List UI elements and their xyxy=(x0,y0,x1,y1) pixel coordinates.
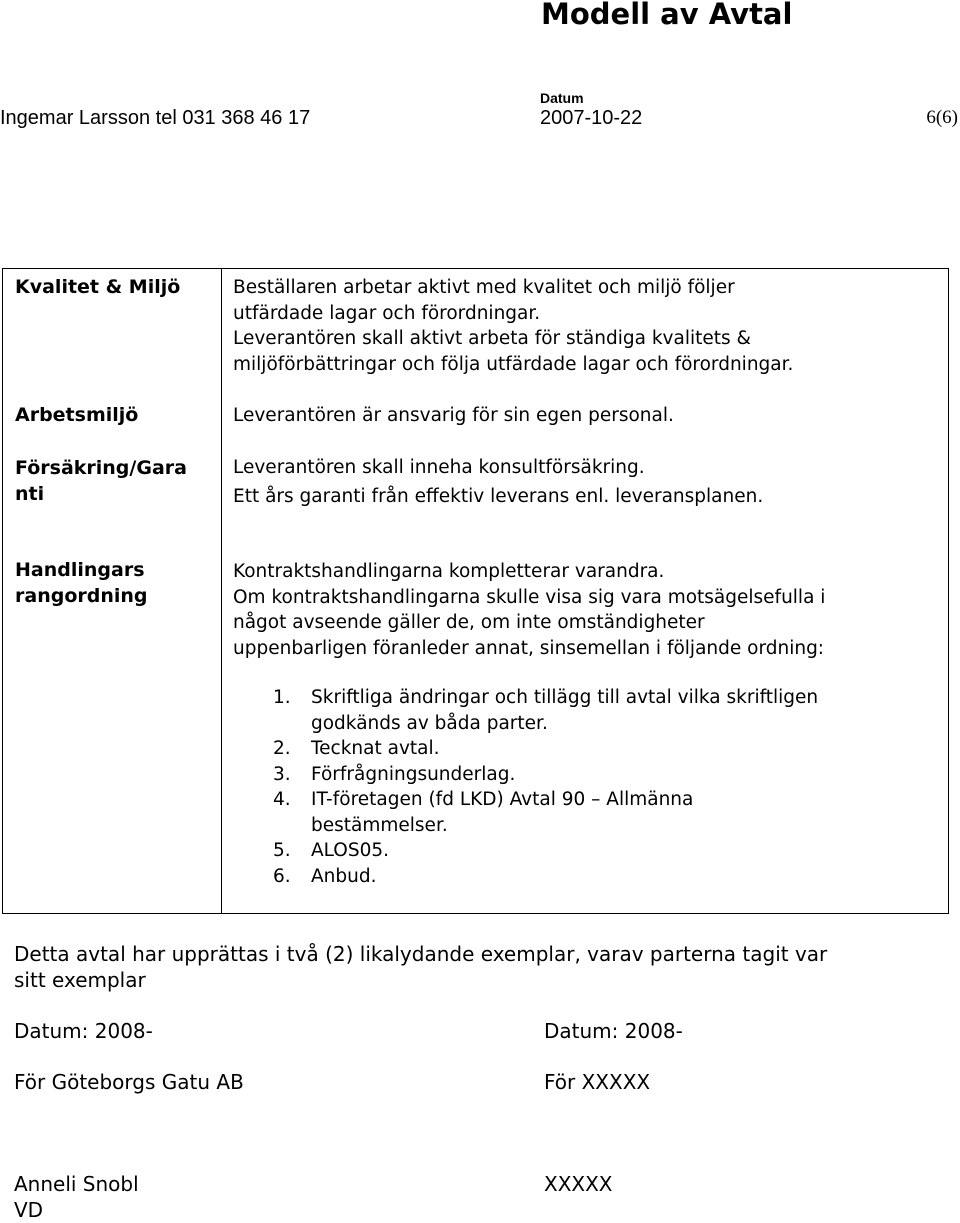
statement-line: Detta avtal har upprättas i två (2) likalydande exemplar, varav parterna tagit var xyxy=(14,942,828,966)
text-line: Leverantören skall aktivt arbeta för ständiga kvalitets & xyxy=(233,328,751,349)
statement-line: sitt exemplar xyxy=(14,968,146,992)
text-line: Leverantören är ansvarig för sin egen personal. xyxy=(233,405,674,426)
list-text: Skriftliga ändringar och tillägg till avtal vilka skriftligen xyxy=(311,687,819,708)
right-date: Datum: 2008- xyxy=(544,1019,683,1043)
list-item xyxy=(273,685,933,736)
text-line: uppenbarligen föranleder annat, sinsemellan i följande ordning: xyxy=(233,637,825,659)
left-signer-role: VD xyxy=(14,1198,44,1222)
section-text-document-order xyxy=(233,559,933,661)
left-signer-name: Anneli Snobl xyxy=(14,1172,139,1196)
list-item xyxy=(273,736,933,762)
text-line: Om kontraktshandlingarna skulle visa sig vara motsägelsefulla i xyxy=(233,586,826,608)
list-text: Förfrågningsunderlag. xyxy=(311,763,516,785)
left-date: Datum: 2008- xyxy=(14,1019,153,1043)
list-text: Tecknat avtal. xyxy=(311,738,440,759)
list-item xyxy=(273,787,933,838)
left-party: För Göteborgs Gatu AB xyxy=(14,1070,244,1094)
list-text: godkänds av båda parter. xyxy=(311,712,548,734)
text-line: Leverantören skall inneha konsultförsäkring. xyxy=(233,457,645,478)
copies-statement xyxy=(14,941,934,993)
document-title: Modell av Avtal xyxy=(541,0,793,31)
list-number: 5. xyxy=(273,840,291,861)
list-text: IT-företagen (fd LKD) Avtal 90 – Allmänna xyxy=(311,789,694,810)
text-line: Beställaren arbetar aktivt med kvalitet och miljö följer xyxy=(233,277,735,298)
list-text: bestämmelser. xyxy=(311,814,448,836)
date-label: Datum xyxy=(540,90,584,106)
list-item xyxy=(273,838,933,864)
list-text: ALOS05. xyxy=(311,840,390,861)
section-label-work-environment: Arbetsmiljö xyxy=(15,404,139,426)
list-number: 1. xyxy=(273,687,291,708)
section-text-quality-environment xyxy=(233,275,933,377)
date-value: 2007-10-22 xyxy=(540,107,643,129)
list-number: 2. xyxy=(273,738,291,759)
right-signer-name: XXXXX xyxy=(544,1172,613,1196)
contract-terms-table xyxy=(2,268,949,914)
list-item xyxy=(273,762,933,788)
label-line: nti xyxy=(15,483,45,505)
precedence-list xyxy=(273,685,933,889)
section-label-quality-environment: Kvalitet & Miljö xyxy=(15,276,181,298)
text-line: något avseende gäller de, om inte omständigheter xyxy=(233,612,705,633)
list-item xyxy=(273,864,933,890)
text-line: Kontraktshandlingarna kompletterar varandra. xyxy=(233,561,665,582)
list-number: 3. xyxy=(273,763,291,785)
label-line: Försäkring/Gara xyxy=(15,457,187,479)
page-number: 6(6) xyxy=(926,107,958,128)
text-line: utfärdade lagar och förordningar. xyxy=(233,302,541,324)
author-contact: Ingemar Larsson tel 031 368 46 17 xyxy=(0,107,311,129)
right-party: För XXXXX xyxy=(544,1070,651,1094)
list-text: Anbud. xyxy=(311,865,377,887)
text-line: Ett års garanti från effektiv leverans enl. leveransplanen. xyxy=(233,485,764,507)
text-line: miljöförbättringar och följa utfärdade lagar och förordningar. xyxy=(233,353,794,375)
label-line: rangordning xyxy=(15,585,148,607)
list-number: 6. xyxy=(273,865,291,887)
list-number: 4. xyxy=(273,789,291,810)
label-line: Handlingars xyxy=(15,559,145,581)
section-label-document-order xyxy=(15,557,215,609)
section-text-work-environment xyxy=(233,403,933,429)
section-label-insurance-warranty xyxy=(15,455,215,507)
section-text-insurance-warranty xyxy=(233,455,933,509)
